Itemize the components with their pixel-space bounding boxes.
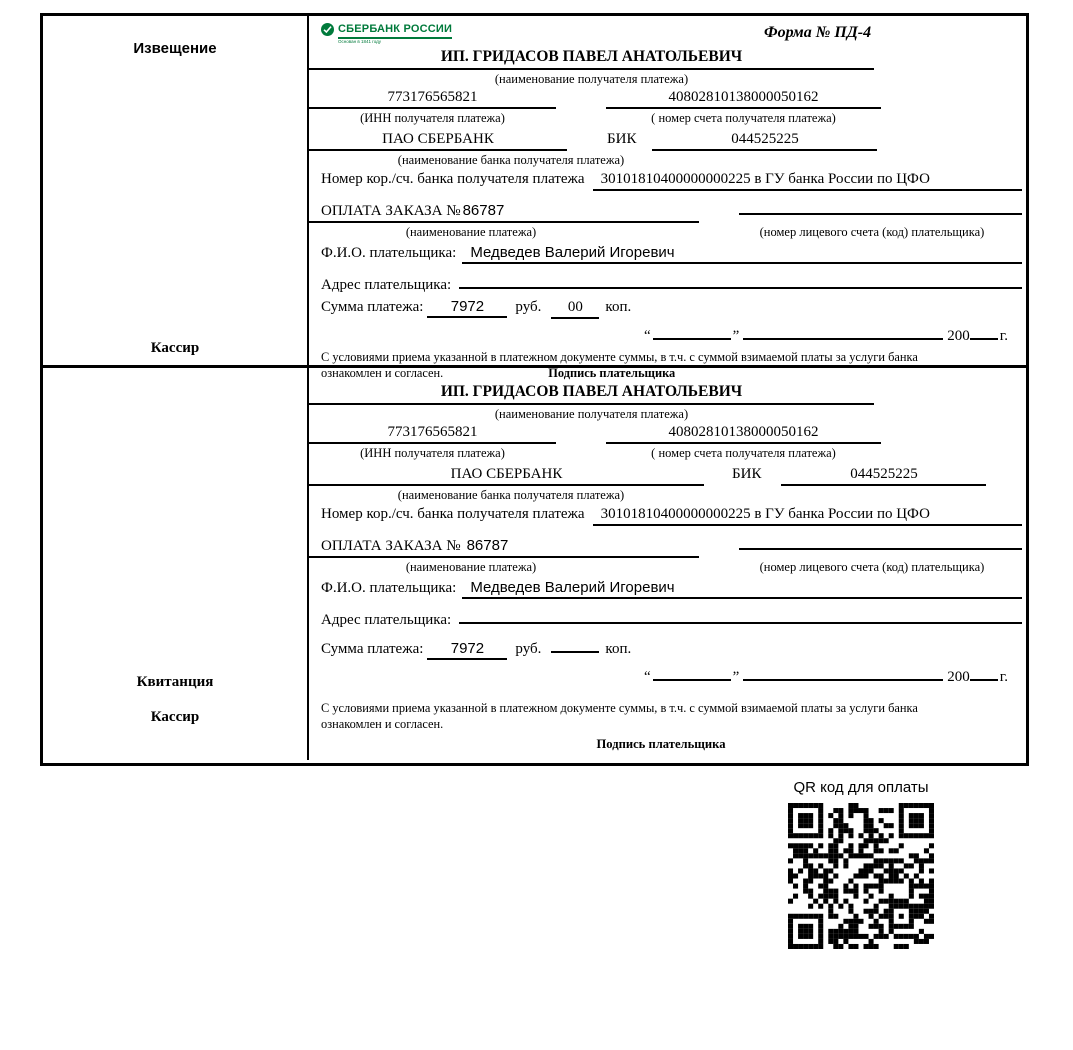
agreement-line1: С условиями приема указанной в платежном документе суммы, в т.ч. с суммой взимаемой платы за услуги банка <box>321 700 918 715</box>
purpose-captions-row <box>321 225 1022 239</box>
date-quote-close: ” <box>732 668 740 685</box>
payer-name-value: Медведев Валерий Игоревич <box>462 579 1022 599</box>
amount-rub-value: 7972 <box>427 298 507 318</box>
date-month-blank <box>743 322 943 340</box>
purpose-prefix: ОПЛАТА ЗАКАЗА № <box>321 538 461 555</box>
corr-account-row <box>321 506 1022 526</box>
bank-name-caption: (наименование банка получателя платежа) <box>397 487 625 502</box>
receipt-label: Квитанция <box>136 674 214 690</box>
account-caption: ( номер счета получателя платежа) <box>651 446 836 461</box>
agreement-line2: ознакомлен и согласен. <box>321 366 444 381</box>
notice-cashier-label: Кассир <box>150 340 200 356</box>
kop-label: коп. <box>605 298 632 315</box>
sberbank-logo-text: СБЕРБАНК РОССИИ <box>338 23 452 39</box>
bik-value: 044525225 <box>652 131 877 151</box>
rub-label: руб. <box>515 640 542 657</box>
corr-account-row <box>321 171 1022 191</box>
date-quote-close: ” <box>732 327 740 344</box>
sberbank-logo <box>321 23 452 44</box>
bik-value: 044525225 <box>781 466 986 486</box>
bank-name-value: ПАО СБЕРБАНК <box>309 131 567 151</box>
receipt-section <box>43 368 1026 760</box>
agreement-text <box>321 700 989 733</box>
date-day-blank <box>653 663 731 681</box>
payer-address-blank <box>459 269 1022 289</box>
bank-name-caption: (наименование банка получателя платежа) <box>397 152 625 167</box>
recipient-inn-value: 773176565821 <box>309 424 556 444</box>
recipient-name-caption: (наименование получателя платежа) <box>494 407 689 421</box>
recipient-account-value: 40802810138000050162 <box>606 424 881 444</box>
recipient-inn-value: 773176565821 <box>309 89 556 109</box>
kop-label: коп. <box>605 640 632 657</box>
bik-label: БИК <box>607 130 637 147</box>
corr-account-label: Номер кор./сч. банка получателя платежа <box>321 171 585 188</box>
date-quote-open: “ <box>643 668 651 685</box>
purpose-captions-row <box>321 560 1022 574</box>
payer-address-row <box>321 269 1022 294</box>
amount-label: Сумма платежа: <box>321 298 424 315</box>
date-year-prefix: 200 <box>947 668 970 685</box>
date-year-blank <box>970 663 998 681</box>
order-number-value: 86787 <box>466 537 509 555</box>
order-number-value: 86787 <box>462 202 505 220</box>
receipt-cashier-label: Кассир <box>150 709 200 725</box>
date-row <box>321 663 1022 686</box>
payer-signature-label: Подпись плательщика <box>596 736 726 751</box>
receipt-form-area <box>309 368 1026 760</box>
recipient-name-caption: (наименование получателя платежа) <box>494 72 689 86</box>
account-caption: ( номер счета получателя платежа) <box>651 111 836 126</box>
inn-account-row <box>321 424 1022 444</box>
payer-name-label: Ф.И.О. плательщика: <box>321 579 457 596</box>
purpose-caption: (наименование платежа) <box>405 225 537 240</box>
payment-purpose-field <box>309 537 699 558</box>
form-number-title: Форма № ПД-4 <box>764 24 872 41</box>
payer-name-row <box>321 579 1022 599</box>
amount-label: Сумма платежа: <box>321 640 424 657</box>
amount-row <box>321 633 1022 660</box>
bank-bik-row <box>321 131 1022 151</box>
payer-address-blank <box>459 604 1022 624</box>
personal-account-blank-field <box>739 531 1022 550</box>
date-year-suffix: г. <box>999 327 1008 344</box>
notice-form-area <box>309 16 1026 381</box>
corr-account-value: 30101810400000000225 в ГУ банка России по ЦФО <box>593 506 1022 526</box>
sberbank-wordmark <box>338 23 452 44</box>
payment-purpose-field <box>309 202 699 223</box>
personal-account-caption: (номер лицевого счета (код) плательщика) <box>759 560 985 575</box>
payer-address-label: Адрес плательщика: <box>321 611 452 628</box>
date-day-blank <box>653 322 731 340</box>
recipient-name-field <box>309 47 874 86</box>
amount-rub-value: 7972 <box>427 640 507 660</box>
inn-caption: (ИНН получателя платежа) <box>360 111 505 126</box>
agreement-line1: С условиями приема указанной в платежном документе суммы, в т.ч. с суммой взимаемой платы за услуги банка <box>321 349 918 364</box>
purpose-caption: (наименование платежа) <box>405 560 537 575</box>
payer-signature-label: Подпись плательщика <box>548 366 676 381</box>
purpose-prefix: ОПЛАТА ЗАКАЗА № <box>321 203 461 220</box>
recipient-name-field <box>309 382 874 421</box>
inn-account-captions <box>321 446 1022 460</box>
sberbank-logo-tagline: Основан в 1841 году <box>338 38 382 44</box>
amount-kop-blank <box>551 633 599 653</box>
personal-account-caption: (номер лицевого счета (код) плательщика) <box>759 225 985 240</box>
payer-name-value: Медведев Валерий Игоревич <box>462 244 1022 264</box>
amount-kop-value: 00 <box>551 299 599 319</box>
rub-label: руб. <box>515 298 542 315</box>
notice-side-column <box>43 16 309 365</box>
receipt-side-column <box>43 368 309 760</box>
payer-address-row <box>321 604 1022 629</box>
payer-name-row <box>321 244 1022 264</box>
date-row <box>321 322 1022 345</box>
notice-label: Извещение <box>133 40 217 57</box>
corr-account-label: Номер кор./сч. банка получателя платежа <box>321 506 585 523</box>
recipient-name-value: ИП. ГРИДАСОВ ПАВЕЛ АНАТОЛЬЕВИЧ <box>309 47 874 70</box>
qr-code <box>788 803 934 949</box>
recipient-account-value: 40802810138000050162 <box>606 89 881 109</box>
date-year-suffix: г. <box>999 668 1008 685</box>
inn-account-row <box>321 89 1022 109</box>
notice-section <box>43 16 1026 381</box>
payment-purpose-row <box>321 531 1022 558</box>
payment-purpose-row <box>321 196 1022 223</box>
date-year-prefix: 200 <box>947 327 970 344</box>
notice-header-row <box>321 21 1022 47</box>
date-month-blank <box>743 663 943 681</box>
date-quote-open: “ <box>643 327 651 344</box>
inn-caption: (ИНН получателя платежа) <box>360 446 505 461</box>
bik-label: БИК <box>732 465 762 482</box>
payer-address-label: Адрес плательщика: <box>321 276 452 293</box>
payer-name-label: Ф.И.О. плательщика: <box>321 244 457 261</box>
date-year-blank <box>970 322 998 340</box>
sberbank-emblem-icon <box>321 23 334 36</box>
bank-bik-row <box>321 466 1022 486</box>
inn-account-captions <box>321 111 1022 125</box>
bank-name-value: ПАО СБЕРБАНК <box>309 466 704 486</box>
qr-block <box>778 779 944 949</box>
personal-account-blank-field <box>739 196 1022 215</box>
recipient-name-value: ИП. ГРИДАСОВ ПАВЕЛ АНАТОЛЬЕВИЧ <box>309 382 874 405</box>
agreement-line2: ознакомлен и согласен. <box>321 717 444 732</box>
amount-row <box>321 298 1022 319</box>
corr-account-value: 30101810400000000225 в ГУ банка России по ЦФО <box>593 171 1022 191</box>
pd4-payment-form <box>40 13 1029 766</box>
qr-label: QR код для оплаты <box>793 779 929 796</box>
